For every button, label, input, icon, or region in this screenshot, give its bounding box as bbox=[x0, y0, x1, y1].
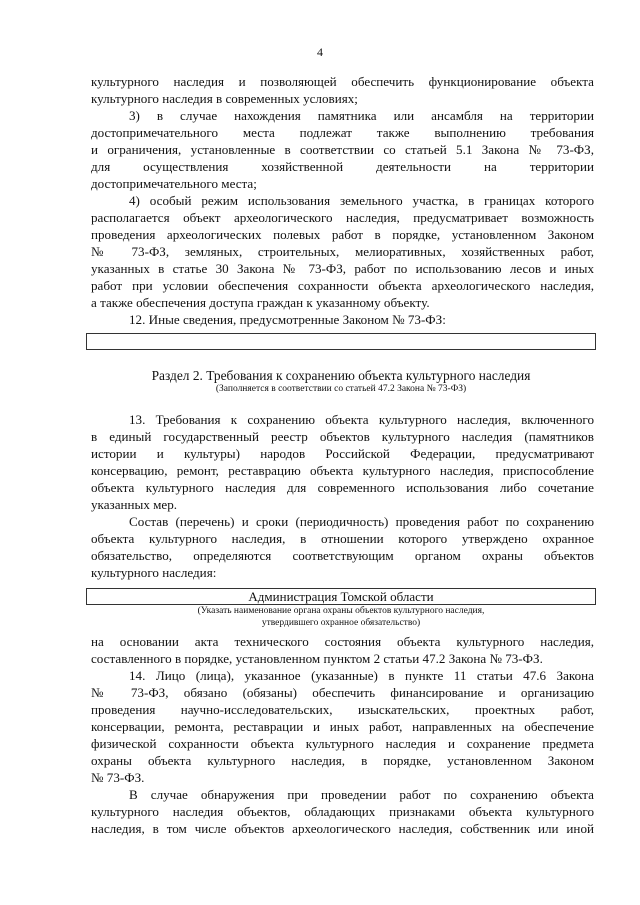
text-line: В случае обнаружения при проведении работ по сохранению объекта bbox=[129, 787, 594, 802]
text-line: культурного наследия и позволяющей обеспечить функционирование объекта bbox=[91, 74, 594, 89]
text-line: консервацию, ремонт, реставрацию объекта культурного наследия, приспособление bbox=[91, 463, 594, 478]
other-info-field[interactable] bbox=[86, 333, 596, 350]
text-line: 14. Лицо (лица), указанное (указанные) в пункте 11 статьи 47.6 Закона bbox=[129, 668, 594, 683]
text-line: достопримечательного места; bbox=[91, 176, 257, 191]
text-line: объекта культурного наследия для современного использования либо сочетание bbox=[91, 480, 594, 495]
middle-paragraphs bbox=[91, 411, 594, 581]
text-line: охраны объекта культурного наследия, в порядке, установленном Законом bbox=[91, 753, 594, 768]
text-line: 13. Требования к сохранению объекта культурного наследия, включенного bbox=[129, 412, 594, 427]
text-line: 4) особый режим использования земельного участка, в границах которого bbox=[129, 193, 594, 208]
text-line: Состав (перечень) и сроки (периодичность) проведения работ по сохранению bbox=[129, 514, 594, 529]
text-line: проведения археологических полевых работ в порядке, установленном Законом bbox=[91, 227, 594, 242]
bottom-paragraphs bbox=[91, 633, 594, 837]
text-line: консервации, ремонта, реставрации и иных работ, направленных на обеспечение bbox=[91, 719, 594, 734]
text-line: на основании акта технического состояния объекта культурного наследия, bbox=[91, 634, 594, 649]
authority-field[interactable]: Администрация Томской области bbox=[86, 588, 596, 605]
authority-note-line1: (Указать наименование органа охраны объектов культурного наследия, bbox=[197, 606, 485, 616]
text-line: для осуществления хозяйственной деятельности на территории bbox=[91, 159, 594, 174]
text-line: культурного наследия в современных условиях; bbox=[91, 91, 358, 106]
page-number: 4 bbox=[317, 45, 323, 59]
text-line: обязательство, определяются соответствующим органом охраны объектов bbox=[91, 548, 594, 563]
text-line: достопримечательного места подлежат также выполнению требования bbox=[91, 125, 594, 140]
text-line: составленного в порядке, установленном пунктом 2 статьи 47.2 Закона № 73-ФЗ. bbox=[91, 651, 543, 666]
section-note: (Заполняется в соответствии со статьей 47.2 Закона № 73-ФЗ) bbox=[215, 384, 467, 394]
text-line: № 73-ФЗ, обязано (обязаны) обеспечить финансирование и организацию bbox=[91, 685, 594, 700]
authority-note-line2: утвердившего охранное обязательство) bbox=[261, 618, 421, 628]
text-line: объекта культурного наследия, в отношении которого утверждено охранное bbox=[91, 531, 594, 546]
text-line: проведения научно-исследовательских, изыскательских, проектных работ, bbox=[91, 702, 594, 717]
text-line: культурного наследия: bbox=[91, 565, 217, 580]
text-line: указанных мер. bbox=[91, 497, 178, 512]
text-line: указанных в статье 30 Закона № 73-ФЗ, работ по использованию лесов и иных bbox=[91, 261, 594, 276]
text-line: и ограничения, установленные в соответствии со статьей 5.1 Закона № 73-ФЗ, bbox=[91, 142, 594, 157]
text-line: физической сохранности объекта культурного наследия и сохранение предмета bbox=[91, 736, 594, 751]
text-line: наследия, в том числе объектов археологического наследия, собственник или иной bbox=[91, 821, 594, 836]
text-line: 3) в случае нахождения памятника или ансамбля на территории bbox=[129, 108, 594, 123]
text-line: 12. Иные сведения, предусмотренные Законом № 73-ФЗ: bbox=[129, 312, 446, 327]
text-line: № 73-ФЗ. bbox=[91, 770, 145, 785]
text-line: № 73-ФЗ, земляных, строительных, мелиоративных, хозяйственных работ, bbox=[91, 244, 594, 259]
section-title: Раздел 2. Требования к сохранению объекта культурного наследия bbox=[151, 368, 531, 383]
text-line: располагается объект археологического наследия, предусматривает возможность bbox=[91, 210, 594, 225]
text-line: а также обеспечения доступа граждан к указанному объекту. bbox=[91, 295, 430, 310]
text-line: работ при условии обеспечения сохранности объекта археологического наследия, bbox=[91, 278, 594, 293]
text-line: истории и культуры) народов Российской Федерации, предусматривают bbox=[91, 446, 594, 461]
text-line: культурного наследия объектов, обладающих признаками объекта культурного bbox=[91, 804, 594, 819]
top-paragraphs bbox=[91, 73, 594, 328]
text-line: в единый государственный реестр объектов культурного наследия (памятников bbox=[91, 429, 594, 444]
